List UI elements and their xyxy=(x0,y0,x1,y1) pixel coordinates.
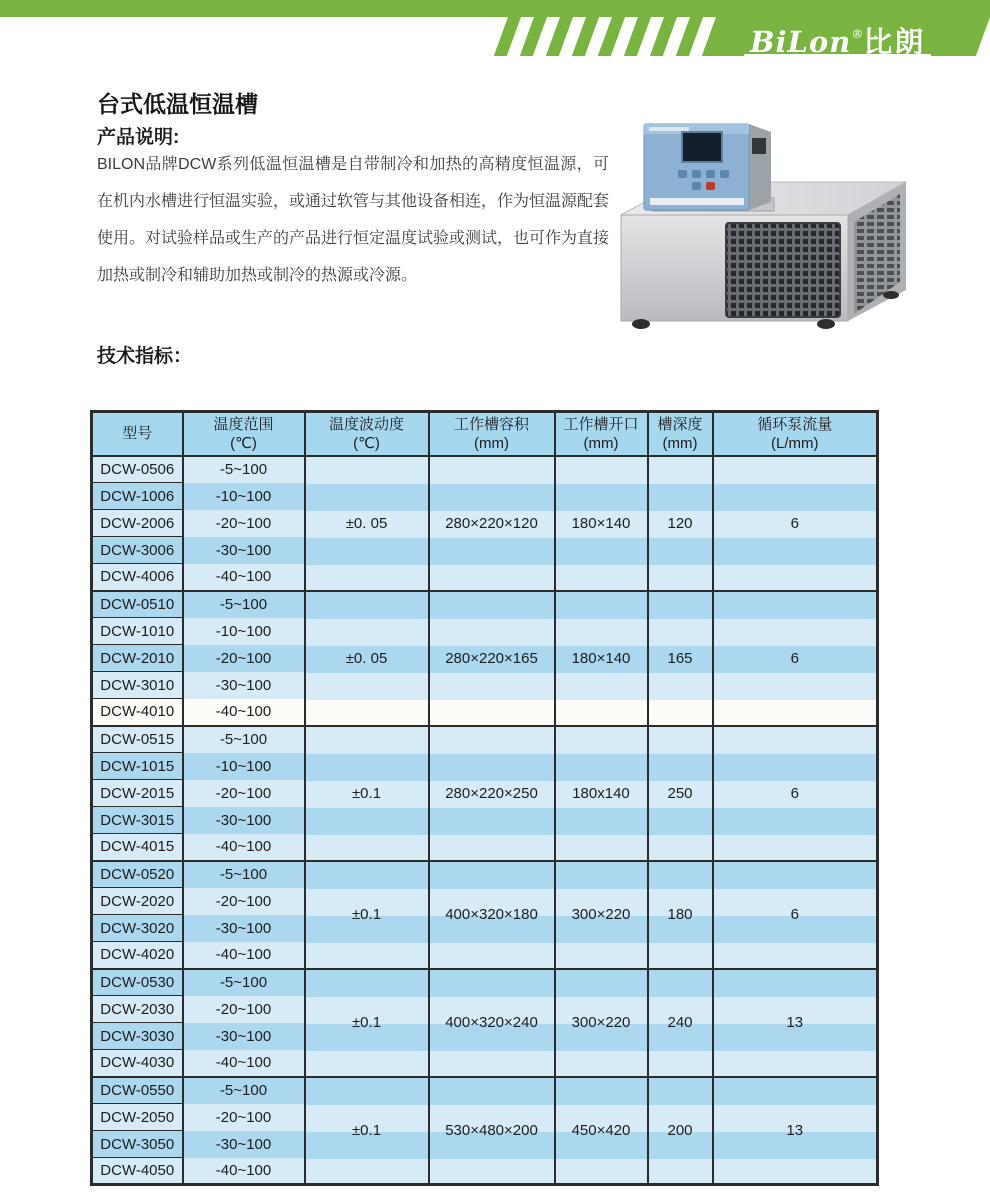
depth-cell: 200 xyxy=(648,1077,713,1185)
temperature-range-cell: -30~100 xyxy=(183,1023,305,1050)
model-cell: DCW-3006 xyxy=(92,537,183,564)
column-header-6: 槽深度 (mm) xyxy=(648,412,713,456)
column-header-5: 工作槽开口 (mm) xyxy=(555,412,648,456)
diagonal-stripe xyxy=(650,17,677,56)
logo-cjk-text: 比朗 xyxy=(863,25,926,59)
model-cell: DCW-0506 xyxy=(92,456,183,483)
model-cell: DCW-4015 xyxy=(92,834,183,861)
temperature-range-cell: -5~100 xyxy=(183,591,305,618)
bilon-logo xyxy=(744,19,931,57)
model-cell: DCW-0515 xyxy=(92,726,183,753)
volume-cell: 530×480×200 xyxy=(429,1077,555,1185)
diagonal-stripe xyxy=(676,17,703,56)
temperature-range-cell: -30~100 xyxy=(183,1131,305,1158)
model-cell: DCW-4010 xyxy=(92,699,183,726)
model-cell: DCW-4050 xyxy=(92,1158,183,1185)
depth-cell: 165 xyxy=(648,591,713,726)
diagonal-stripe xyxy=(546,17,573,56)
model-cell: DCW-1010 xyxy=(92,618,183,645)
temperature-range-cell: -5~100 xyxy=(183,456,305,483)
model-cell: DCW-2015 xyxy=(92,780,183,807)
model-cell: DCW-2050 xyxy=(92,1104,183,1131)
temperature-range-cell: -40~100 xyxy=(183,699,305,726)
temperature-range-cell: -40~100 xyxy=(183,942,305,969)
temperature-range-cell: -40~100 xyxy=(183,564,305,591)
spec-table xyxy=(90,410,879,1186)
temperature-range-cell: -5~100 xyxy=(183,861,305,888)
model-cell: DCW-2006 xyxy=(92,510,183,537)
fluctuation-cell: ±0.1 xyxy=(305,861,429,969)
fluctuation-cell: ±0.1 xyxy=(305,969,429,1077)
temperature-range-cell: -5~100 xyxy=(183,969,305,996)
model-cell: DCW-4006 xyxy=(92,564,183,591)
model-cell: DCW-3050 xyxy=(92,1131,183,1158)
page-title: 台式低温恒温槽 xyxy=(97,91,258,117)
flow-cell: 6 xyxy=(713,456,878,591)
temperature-range-cell: -40~100 xyxy=(183,1158,305,1185)
diagonal-stripe xyxy=(624,17,651,56)
table-row xyxy=(92,726,878,753)
temperature-range-cell: -20~100 xyxy=(183,888,305,915)
model-cell: DCW-4030 xyxy=(92,1050,183,1077)
model-cell: DCW-1015 xyxy=(92,753,183,780)
spec-heading: 技术指标： xyxy=(97,346,193,367)
table-row xyxy=(92,456,878,483)
product-photo xyxy=(586,102,964,332)
model-cell: DCW-4020 xyxy=(92,942,183,969)
temperature-range-cell: -10~100 xyxy=(183,753,305,780)
spec-table-header-row xyxy=(92,412,878,456)
fluctuation-cell: ±0.1 xyxy=(305,1077,429,1185)
volume-cell: 400×320×180 xyxy=(429,861,555,969)
temperature-range-cell: -5~100 xyxy=(183,1077,305,1104)
volume-cell: 400×320×240 xyxy=(429,969,555,1077)
temperature-range-cell: -30~100 xyxy=(183,915,305,942)
column-header-2: 温度范围 (℃) xyxy=(183,412,305,456)
flow-cell: 13 xyxy=(713,969,878,1077)
table-row xyxy=(92,861,878,888)
model-cell: DCW-0510 xyxy=(92,591,183,618)
diagonal-stripe xyxy=(520,17,547,56)
temperature-range-cell: -10~100 xyxy=(183,483,305,510)
opening-cell: 180×140 xyxy=(555,456,648,591)
temperature-range-cell: -20~100 xyxy=(183,996,305,1023)
model-cell: DCW-3030 xyxy=(92,1023,183,1050)
temperature-range-cell: -40~100 xyxy=(183,834,305,861)
fluctuation-cell: ±0. 05 xyxy=(305,591,429,726)
flow-cell: 6 xyxy=(713,861,878,969)
opening-cell: 180×140 xyxy=(555,591,648,726)
column-header-4: 工作槽容积 (mm) xyxy=(429,412,555,456)
model-cell: DCW-3020 xyxy=(92,915,183,942)
model-cell: DCW-0550 xyxy=(92,1077,183,1104)
model-cell: DCW-3015 xyxy=(92,807,183,834)
column-header-7: 循环泵流量 (L/mm) xyxy=(713,412,878,456)
model-cell: DCW-2010 xyxy=(92,645,183,672)
opening-cell: 450×420 xyxy=(555,1077,648,1185)
temperature-range-cell: -5~100 xyxy=(183,726,305,753)
column-header-3: 温度波动度 (℃) xyxy=(305,412,429,456)
flow-cell: 6 xyxy=(713,726,878,861)
thermostatic-bath-illustration xyxy=(586,102,964,332)
table-row xyxy=(92,591,878,618)
flow-cell: 6 xyxy=(713,591,878,726)
model-cell: DCW-2020 xyxy=(92,888,183,915)
diagonal-stripe xyxy=(572,17,599,56)
fluctuation-cell: ±0. 05 xyxy=(305,456,429,591)
volume-cell: 280×220×120 xyxy=(429,456,555,591)
description-heading: 产品说明: xyxy=(97,127,180,148)
opening-cell: 180x140 xyxy=(555,726,648,861)
flow-cell: 13 xyxy=(713,1077,878,1185)
diagonal-stripe xyxy=(598,17,625,56)
temperature-range-cell: -30~100 xyxy=(183,672,305,699)
depth-cell: 240 xyxy=(648,969,713,1077)
header-green-strip xyxy=(0,0,990,17)
fluctuation-cell: ±0.1 xyxy=(305,726,429,861)
diagonal-stripe xyxy=(494,17,521,56)
temperature-range-cell: -20~100 xyxy=(183,510,305,537)
temperature-range-cell: -20~100 xyxy=(183,645,305,672)
column-header-1: 型号 xyxy=(92,412,183,456)
opening-cell: 300×220 xyxy=(555,861,648,969)
table-row xyxy=(92,969,878,996)
model-cell: DCW-2030 xyxy=(92,996,183,1023)
temperature-range-cell: -20~100 xyxy=(183,1104,305,1131)
temperature-range-cell: -30~100 xyxy=(183,807,305,834)
temperature-range-cell: -30~100 xyxy=(183,537,305,564)
table-row xyxy=(92,1077,878,1104)
depth-cell: 180 xyxy=(648,861,713,969)
model-cell: DCW-3010 xyxy=(92,672,183,699)
model-cell: DCW-1006 xyxy=(92,483,183,510)
volume-cell: 280×220×165 xyxy=(429,591,555,726)
temperature-range-cell: -10~100 xyxy=(183,618,305,645)
registered-mark-icon: ® xyxy=(851,27,864,41)
opening-cell: 300×220 xyxy=(555,969,648,1077)
model-cell: DCW-0530 xyxy=(92,969,183,996)
temperature-range-cell: -20~100 xyxy=(183,780,305,807)
model-cell: DCW-0520 xyxy=(92,861,183,888)
depth-cell: 120 xyxy=(648,456,713,591)
volume-cell: 280×220×250 xyxy=(429,726,555,861)
temperature-range-cell: -40~100 xyxy=(183,1050,305,1077)
product-description: BILON品牌DCW系列低温恒温槽是自带制冷和加热的高精度恒温源，可在机内水槽进行恒温实验，或通过软管与其他设备相连，作为恒温源配套使用。对试验样品或生产的产品进行恒定温度试验或测试，也可作为直接加热或制冷和辅助加热或制冷的热源或冷源。 xyxy=(97,156,610,284)
logo-latin-text: BiLon xyxy=(750,25,852,59)
depth-cell: 250 xyxy=(648,726,713,861)
